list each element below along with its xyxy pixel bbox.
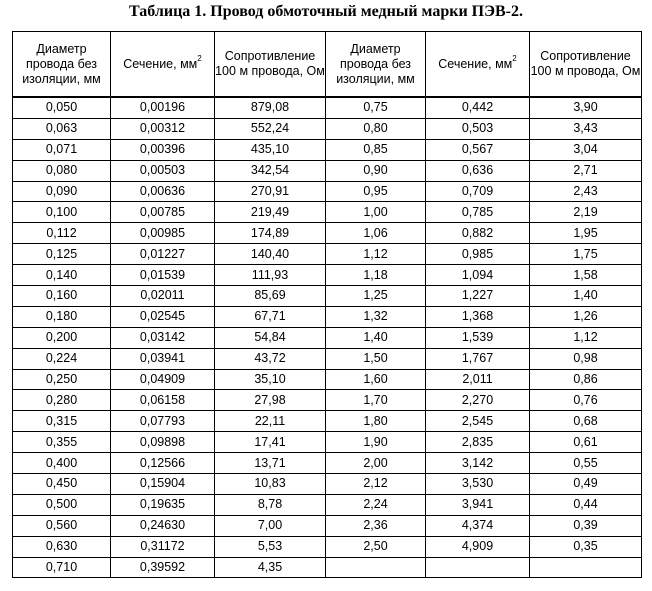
cell-section-2: 1,368 [426,306,530,327]
cell-section-1: 0,01539 [111,265,215,286]
cell-section-2: 1,767 [426,348,530,369]
cell-diameter-2: 2,24 [326,494,426,515]
cell-resistance-2: 2,19 [530,202,642,223]
cell-diameter-1: 0,050 [13,97,111,118]
cell-diameter-1: 0,125 [13,244,111,265]
cell-section-2: 0,985 [426,244,530,265]
cell-section-1: 0,02545 [111,306,215,327]
cell-diameter-1: 0,280 [13,390,111,411]
cell-diameter-1: 0,090 [13,181,111,202]
cell-diameter-2: 2,50 [326,536,426,557]
cell-resistance-1: 4,35 [215,557,326,578]
table-row [13,390,642,411]
cell-diameter-2: 0,80 [326,118,426,139]
cell-diameter-1: 0,200 [13,327,111,348]
cell-section-2: 4,374 [426,515,530,536]
cell-section-1: 0,03941 [111,348,215,369]
table-row [13,139,642,160]
cell-diameter-2: 1,12 [326,244,426,265]
cell-diameter-2: 0,95 [326,181,426,202]
cell-diameter-1: 0,112 [13,223,111,244]
header-section-1 [111,32,215,98]
cell-resistance-1: 879,08 [215,97,326,118]
cell-diameter-1: 0,315 [13,411,111,432]
cell-section-1: 0,19635 [111,494,215,515]
cell-resistance-1: 5,53 [215,536,326,557]
table-row [13,118,642,139]
header-resistance-1: Сопротивление 100 м провода, Ом [215,32,326,98]
cell-section-2: 2,545 [426,411,530,432]
cell-diameter-2: 1,25 [326,286,426,307]
header-resistance-2: Сопротивление 100 м провода, Ом [530,32,642,98]
cell-resistance-2: 2,43 [530,181,642,202]
table-row [13,265,642,286]
cell-section-1: 0,31172 [111,536,215,557]
cell-diameter-2: 1,50 [326,348,426,369]
cell-resistance-2: 0,98 [530,348,642,369]
cell-resistance-1: 22,11 [215,411,326,432]
header-section-label: Сечение, мм [123,56,198,71]
cell-section-1: 0,00503 [111,160,215,181]
cell-section-1: 0,24630 [111,515,215,536]
cell-resistance-1: 174,89 [215,223,326,244]
cell-diameter-2: 1,18 [326,265,426,286]
cell-resistance-2: 3,90 [530,97,642,118]
table-body [13,97,642,578]
cell-diameter-1: 0,710 [13,557,111,578]
cell-section-1: 0,00312 [111,118,215,139]
cell-resistance-2: 0,68 [530,411,642,432]
cell-resistance-2: 0,55 [530,453,642,474]
cell-section-1: 0,00196 [111,97,215,118]
cell-section-2: 2,835 [426,432,530,453]
cell-resistance-1: 35,10 [215,369,326,390]
cell-section-2: 4,909 [426,536,530,557]
cell-resistance-1: 552,24 [215,118,326,139]
header-section-sup: 2 [512,54,517,64]
cell-resistance-2: 1,75 [530,244,642,265]
header-diameter-2: Диаметр провода без изоляции, мм [326,32,426,98]
cell-section-2: 3,530 [426,474,530,495]
cell-diameter-2: 1,90 [326,432,426,453]
cell-section-2: 2,270 [426,390,530,411]
cell-section-2: 3,142 [426,453,530,474]
cell-resistance-1: 8,78 [215,494,326,515]
cell-section-2: 1,539 [426,327,530,348]
cell-resistance-1: 140,40 [215,244,326,265]
cell-section-1: 0,00985 [111,223,215,244]
cell-section-1: 0,09898 [111,432,215,453]
cell-section-2: 3,941 [426,494,530,515]
cell-section-1: 0,07793 [111,411,215,432]
table-row [13,411,642,432]
cell-diameter-2: 0,90 [326,160,426,181]
table-row [13,160,642,181]
cell-section-1: 0,39592 [111,557,215,578]
table-row [13,432,642,453]
table-row [13,453,642,474]
table-row [13,327,642,348]
cell-section-2 [426,557,530,578]
cell-resistance-1: 43,72 [215,348,326,369]
cell-resistance-2: 1,26 [530,306,642,327]
cell-diameter-1: 0,450 [13,474,111,495]
cell-diameter-1: 0,250 [13,369,111,390]
cell-resistance-1: 7,00 [215,515,326,536]
cell-diameter-1: 0,400 [13,453,111,474]
header-section-sup: 2 [197,54,202,64]
table-title: Таблица 1. Провод обмоточный медный марки ПЭВ-2. [129,3,523,20]
table-row [13,181,642,202]
table-row [13,202,642,223]
cell-resistance-1: 67,71 [215,306,326,327]
table-row [13,348,642,369]
cell-resistance-2: 1,95 [530,223,642,244]
cell-resistance-2 [530,557,642,578]
cell-diameter-2: 1,80 [326,411,426,432]
table-row [13,369,642,390]
cell-diameter-1: 0,560 [13,515,111,536]
cell-section-2: 0,882 [426,223,530,244]
cell-resistance-2: 3,04 [530,139,642,160]
cell-diameter-2: 2,00 [326,453,426,474]
cell-diameter-2: 1,32 [326,306,426,327]
cell-section-2: 0,636 [426,160,530,181]
cell-diameter-2: 1,60 [326,369,426,390]
wire-table [12,31,642,578]
table-row [13,223,642,244]
cell-diameter-2: 1,40 [326,327,426,348]
table-header-row [13,32,642,98]
cell-diameter-2 [326,557,426,578]
cell-resistance-2: 3,43 [530,118,642,139]
cell-resistance-1: 13,71 [215,453,326,474]
table-row [13,286,642,307]
cell-diameter-2: 2,36 [326,515,426,536]
cell-resistance-2: 1,58 [530,265,642,286]
cell-resistance-1: 270,91 [215,181,326,202]
cell-diameter-2: 1,70 [326,390,426,411]
cell-section-1: 0,01227 [111,244,215,265]
cell-section-2: 0,785 [426,202,530,223]
header-diameter-1: Диаметр провода без изоляции, мм [13,32,111,98]
cell-section-1: 0,06158 [111,390,215,411]
cell-section-1: 0,00785 [111,202,215,223]
cell-resistance-2: 0,76 [530,390,642,411]
cell-diameter-1: 0,063 [13,118,111,139]
cell-section-1: 0,04909 [111,369,215,390]
cell-diameter-1: 0,630 [13,536,111,557]
cell-section-2: 0,442 [426,97,530,118]
cell-resistance-2: 0,44 [530,494,642,515]
table-row [13,536,642,557]
cell-resistance-1: 10,83 [215,474,326,495]
cell-section-2: 2,011 [426,369,530,390]
cell-diameter-2: 0,75 [326,97,426,118]
cell-resistance-2: 0,49 [530,474,642,495]
cell-resistance-2: 0,35 [530,536,642,557]
table-row [13,494,642,515]
cell-diameter-2: 2,12 [326,474,426,495]
table-row [13,244,642,265]
cell-resistance-1: 219,49 [215,202,326,223]
cell-section-1: 0,00396 [111,139,215,160]
header-section-label: Сечение, мм [438,56,513,71]
table-row [13,306,642,327]
cell-section-2: 0,709 [426,181,530,202]
cell-section-1: 0,03142 [111,327,215,348]
cell-section-1: 0,00636 [111,181,215,202]
cell-resistance-1: 54,84 [215,327,326,348]
cell-resistance-1: 342,54 [215,160,326,181]
cell-diameter-1: 0,080 [13,160,111,181]
cell-resistance-2: 0,39 [530,515,642,536]
cell-resistance-2: 1,12 [530,327,642,348]
header-section-2 [426,32,530,98]
cell-resistance-1: 27,98 [215,390,326,411]
cell-resistance-2: 1,40 [530,286,642,307]
table-row [13,515,642,536]
cell-resistance-1: 435,10 [215,139,326,160]
cell-section-1: 0,02011 [111,286,215,307]
cell-section-2: 1,094 [426,265,530,286]
cell-diameter-1: 0,224 [13,348,111,369]
cell-diameter-2: 1,06 [326,223,426,244]
cell-section-2: 0,567 [426,139,530,160]
cell-section-2: 1,227 [426,286,530,307]
cell-section-2: 0,503 [426,118,530,139]
cell-resistance-2: 2,71 [530,160,642,181]
cell-resistance-1: 111,93 [215,265,326,286]
cell-diameter-1: 0,180 [13,306,111,327]
cell-diameter-2: 0,85 [326,139,426,160]
table-row [13,474,642,495]
cell-resistance-1: 17,41 [215,432,326,453]
cell-diameter-1: 0,355 [13,432,111,453]
cell-diameter-1: 0,100 [13,202,111,223]
cell-resistance-2: 0,61 [530,432,642,453]
cell-resistance-2: 0,86 [530,369,642,390]
cell-diameter-2: 1,00 [326,202,426,223]
cell-section-1: 0,15904 [111,474,215,495]
cell-diameter-1: 0,140 [13,265,111,286]
table-row [13,557,642,578]
cell-diameter-1: 0,160 [13,286,111,307]
cell-section-1: 0,12566 [111,453,215,474]
cell-resistance-1: 85,69 [215,286,326,307]
cell-diameter-1: 0,071 [13,139,111,160]
cell-diameter-1: 0,500 [13,494,111,515]
table-row [13,97,642,118]
